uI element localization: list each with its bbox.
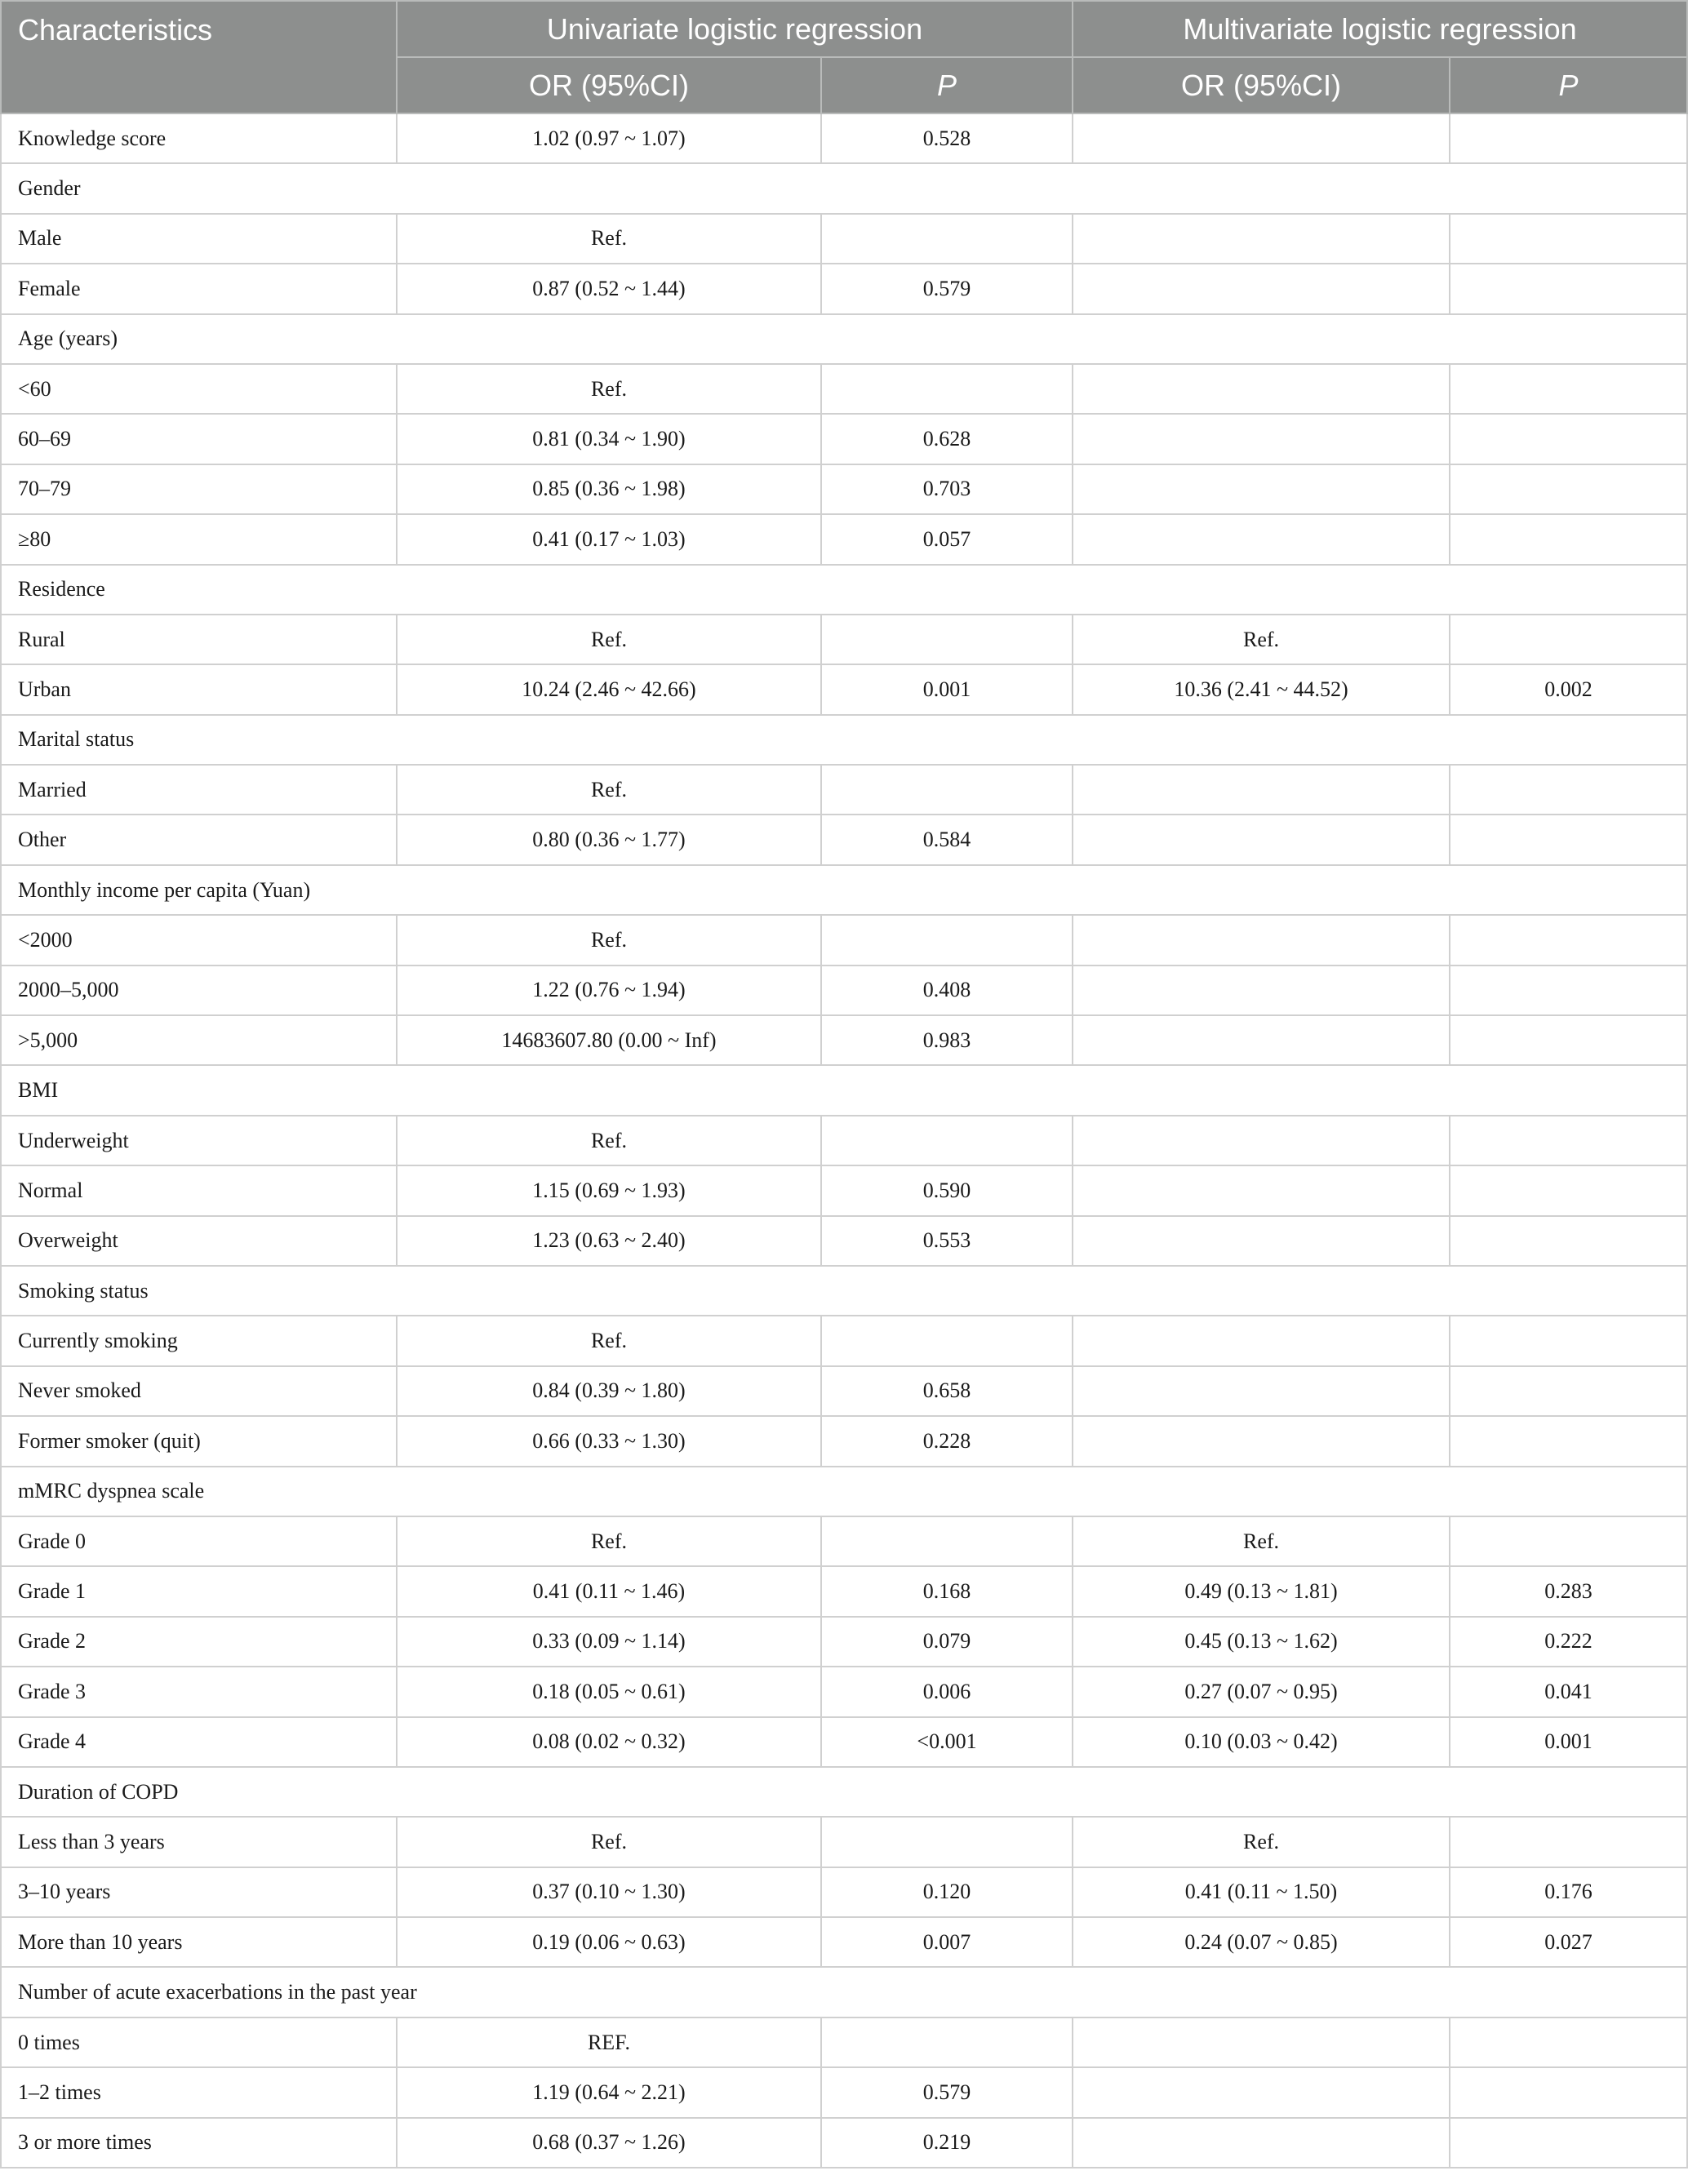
multivariate-p-cell (1450, 2118, 1687, 2168)
univariate-p-cell: 0.168 (821, 1566, 1073, 1616)
univariate-or-cell: 0.80 (0.36 ~ 1.77) (397, 815, 821, 864)
table-row (1, 1216, 1687, 1266)
multivariate-or-cell: 0.41 (0.11 ~ 1.50) (1073, 1867, 1450, 1917)
row-label: 2000–5,000 (1, 965, 397, 1015)
univariate-p-cell: 0.057 (821, 514, 1073, 564)
group-label: Monthly income per capita (Yuan) (1, 865, 1687, 915)
table-group-row (1, 865, 1687, 915)
multivariate-or-cell (1073, 414, 1450, 464)
multivariate-p-cell (1450, 264, 1687, 313)
univariate-p-cell: 0.553 (821, 1216, 1073, 1266)
col-header-multi-p: P (1450, 57, 1687, 113)
col-header-univariate: Univariate logistic regression (397, 1, 1073, 57)
multivariate-or-cell (1073, 1165, 1450, 1215)
univariate-or-cell: 1.19 (0.64 ~ 2.21) (397, 2067, 821, 2117)
group-label: Gender (1, 163, 1687, 213)
row-label: Married (1, 765, 397, 815)
multivariate-p-cell (1450, 1165, 1687, 1215)
univariate-or-cell: 0.41 (0.11 ~ 1.46) (397, 1566, 821, 1616)
group-label: Marital status (1, 715, 1687, 765)
multivariate-p-cell (1450, 1817, 1687, 1867)
table-row (1, 1366, 1687, 1416)
table-row (1, 364, 1687, 414)
univariate-p-cell: 0.579 (821, 264, 1073, 313)
univariate-or-cell: Ref. (397, 615, 821, 664)
univariate-p-cell (821, 915, 1073, 965)
table-row (1, 1416, 1687, 1466)
univariate-or-cell: Ref. (397, 1817, 821, 1867)
univariate-or-cell: 1.15 (0.69 ~ 1.93) (397, 1165, 821, 1215)
univariate-or-cell: 0.68 (0.37 ~ 1.26) (397, 2118, 821, 2168)
univariate-or-cell: 10.24 (2.46 ~ 42.66) (397, 664, 821, 714)
multivariate-p-cell (1450, 1216, 1687, 1266)
multivariate-p-cell (1450, 1316, 1687, 1365)
table-row (1, 214, 1687, 264)
table-header (1, 1, 1687, 113)
univariate-or-cell: 0.84 (0.39 ~ 1.80) (397, 1366, 821, 1416)
table-row (1, 414, 1687, 464)
multivariate-or-cell (1073, 364, 1450, 414)
multivariate-or-cell (1073, 464, 1450, 514)
univariate-p-cell (821, 1316, 1073, 1365)
table-row (1, 264, 1687, 313)
multivariate-or-cell: 10.36 (2.41 ~ 44.52) (1073, 664, 1450, 714)
multivariate-p-cell: 0.001 (1450, 1717, 1687, 1767)
group-label: Residence (1, 565, 1687, 615)
table-row (1, 915, 1687, 965)
univariate-or-cell: 0.85 (0.36 ~ 1.98) (397, 464, 821, 514)
univariate-p-cell: 0.579 (821, 2067, 1073, 2117)
table-group-row (1, 314, 1687, 364)
multivariate-p-cell: 0.176 (1450, 1867, 1687, 1917)
multivariate-or-cell: 0.27 (0.07 ~ 0.95) (1073, 1667, 1450, 1716)
univariate-or-cell: 0.41 (0.17 ~ 1.03) (397, 514, 821, 564)
multivariate-or-cell (1073, 514, 1450, 564)
table-row (1, 113, 1687, 163)
multivariate-p-cell: 0.002 (1450, 664, 1687, 714)
univariate-or-cell: Ref. (397, 1516, 821, 1566)
multivariate-or-cell: Ref. (1073, 615, 1450, 664)
univariate-p-cell (821, 364, 1073, 414)
table-row (1, 2118, 1687, 2168)
multivariate-or-cell (1073, 915, 1450, 965)
group-label: Smoking status (1, 1266, 1687, 1316)
row-label: Rural (1, 615, 397, 664)
multivariate-p-cell (1450, 965, 1687, 1015)
row-label: Normal (1, 1165, 397, 1215)
table-row (1, 1617, 1687, 1667)
multivariate-or-cell (1073, 1216, 1450, 1266)
row-label: Male (1, 214, 397, 264)
row-label: 3–10 years (1, 1867, 397, 1917)
multivariate-p-cell (1450, 815, 1687, 864)
row-label: 1–2 times (1, 2067, 397, 2117)
table-row (1, 1516, 1687, 1566)
univariate-p-cell (821, 1116, 1073, 1165)
univariate-p-cell (821, 765, 1073, 815)
univariate-or-cell: 0.19 (0.06 ~ 0.63) (397, 1917, 821, 1967)
row-label: Female (1, 264, 397, 313)
table-row (1, 1717, 1687, 1767)
multivariate-or-cell (1073, 1015, 1450, 1065)
table-group-row (1, 1266, 1687, 1316)
table-group-row (1, 565, 1687, 615)
col-header-characteristics: Characteristics (1, 1, 397, 113)
univariate-p-cell: 0.528 (821, 113, 1073, 163)
table-row (1, 1165, 1687, 1215)
univariate-or-cell: 0.33 (0.09 ~ 1.14) (397, 1617, 821, 1667)
row-label: Never smoked (1, 1366, 397, 1416)
univariate-or-cell: 0.08 (0.02 ~ 0.32) (397, 1717, 821, 1767)
multivariate-or-cell (1073, 214, 1450, 264)
row-label: Former smoker (quit) (1, 1416, 397, 1466)
row-label: 3 or more times (1, 2118, 397, 2168)
univariate-p-cell (821, 2018, 1073, 2067)
univariate-or-cell: 1.22 (0.76 ~ 1.94) (397, 965, 821, 1015)
univariate-or-cell: Ref. (397, 1116, 821, 1165)
univariate-or-cell: 0.18 (0.05 ~ 0.61) (397, 1667, 821, 1716)
univariate-p-cell: 0.228 (821, 1416, 1073, 1466)
row-label: Less than 3 years (1, 1817, 397, 1867)
multivariate-p-cell (1450, 514, 1687, 564)
multivariate-p-cell (1450, 1116, 1687, 1165)
table-row (1, 765, 1687, 815)
table-row (1, 2067, 1687, 2117)
multivariate-or-cell: Ref. (1073, 1817, 1450, 1867)
multivariate-p-cell (1450, 113, 1687, 163)
table-row (1, 1917, 1687, 1967)
multivariate-or-cell (1073, 815, 1450, 864)
table-row (1, 1667, 1687, 1716)
multivariate-or-cell: 0.45 (0.13 ~ 1.62) (1073, 1617, 1450, 1667)
row-label: More than 10 years (1, 1917, 397, 1967)
multivariate-or-cell (1073, 113, 1450, 163)
univariate-or-cell: Ref. (397, 1316, 821, 1365)
row-label: Grade 0 (1, 1516, 397, 1566)
col-header-multivariate: Multivariate logistic regression (1073, 1, 1687, 57)
table-row (1, 1015, 1687, 1065)
multivariate-p-cell (1450, 765, 1687, 815)
table-row (1, 664, 1687, 714)
row-label: Grade 1 (1, 1566, 397, 1616)
multivariate-or-cell (1073, 264, 1450, 313)
row-label: Underweight (1, 1116, 397, 1165)
multivariate-or-cell (1073, 1416, 1450, 1466)
row-label: ≥80 (1, 514, 397, 564)
table-row (1, 464, 1687, 514)
multivariate-or-cell: Ref. (1073, 1516, 1450, 1566)
univariate-p-cell: 0.006 (821, 1667, 1073, 1716)
table-row (1, 1316, 1687, 1365)
univariate-or-cell: Ref. (397, 765, 821, 815)
row-label: <60 (1, 364, 397, 414)
univariate-p-cell: 0.219 (821, 2118, 1073, 2168)
group-label: mMRC dyspnea scale (1, 1467, 1687, 1516)
univariate-p-cell (821, 214, 1073, 264)
row-label: Urban (1, 664, 397, 714)
group-label: BMI (1, 1065, 1687, 1115)
table-row (1, 1116, 1687, 1165)
row-label: Other (1, 815, 397, 864)
table-row (1, 815, 1687, 864)
univariate-p-cell: 0.584 (821, 815, 1073, 864)
univariate-or-cell: 1.02 (0.97 ~ 1.07) (397, 113, 821, 163)
group-label: Number of acute exacerbations in the past year (1, 1967, 1687, 2017)
univariate-p-cell: 0.703 (821, 464, 1073, 514)
row-label: Grade 2 (1, 1617, 397, 1667)
univariate-or-cell: Ref. (397, 364, 821, 414)
row-label: Currently smoking (1, 1316, 397, 1365)
univariate-or-cell: REF. (397, 2018, 821, 2067)
multivariate-or-cell: 0.24 (0.07 ~ 0.85) (1073, 1917, 1450, 1967)
row-label: Grade 3 (1, 1667, 397, 1716)
table-group-row (1, 1967, 1687, 2017)
table-group-row (1, 1467, 1687, 1516)
univariate-p-cell: 0.628 (821, 414, 1073, 464)
multivariate-or-cell (1073, 1316, 1450, 1365)
multivariate-or-cell (1073, 2067, 1450, 2117)
col-header-uni-or: OR (95%CI) (397, 57, 821, 113)
multivariate-p-cell (1450, 1416, 1687, 1466)
univariate-or-cell: Ref. (397, 915, 821, 965)
table-row (1, 1867, 1687, 1917)
univariate-p-cell: 0.408 (821, 965, 1073, 1015)
group-label: Duration of COPD (1, 1767, 1687, 1817)
univariate-or-cell: 0.87 (0.52 ~ 1.44) (397, 264, 821, 313)
univariate-p-cell: 0.983 (821, 1015, 1073, 1065)
table-row (1, 1817, 1687, 1867)
univariate-p-cell: 0.079 (821, 1617, 1073, 1667)
row-label: Grade 4 (1, 1717, 397, 1767)
group-label: Age (years) (1, 314, 1687, 364)
multivariate-p-cell (1450, 464, 1687, 514)
col-header-multi-or: OR (95%CI) (1073, 57, 1450, 113)
table-group-row (1, 1767, 1687, 1817)
multivariate-or-cell (1073, 965, 1450, 1015)
table-row (1, 514, 1687, 564)
multivariate-p-cell: 0.041 (1450, 1667, 1687, 1716)
univariate-p-cell: 0.590 (821, 1165, 1073, 1215)
table-group-row (1, 715, 1687, 765)
multivariate-or-cell (1073, 1366, 1450, 1416)
univariate-p-cell (821, 615, 1073, 664)
table-row (1, 615, 1687, 664)
multivariate-p-cell: 0.283 (1450, 1566, 1687, 1616)
univariate-or-cell: 0.37 (0.10 ~ 1.30) (397, 1867, 821, 1917)
multivariate-or-cell (1073, 2018, 1450, 2067)
multivariate-p-cell (1450, 2067, 1687, 2117)
multivariate-p-cell (1450, 915, 1687, 965)
table-row (1, 2018, 1687, 2067)
row-label: 70–79 (1, 464, 397, 514)
multivariate-p-cell (1450, 615, 1687, 664)
multivariate-p-cell (1450, 1366, 1687, 1416)
multivariate-p-cell (1450, 1015, 1687, 1065)
univariate-p-cell: 0.001 (821, 664, 1073, 714)
table-row (1, 1566, 1687, 1616)
header-row-groups (1, 1, 1687, 57)
univariate-or-cell: 0.66 (0.33 ~ 1.30) (397, 1416, 821, 1466)
multivariate-or-cell (1073, 2118, 1450, 2168)
table-group-row (1, 1065, 1687, 1115)
univariate-p-cell: <0.001 (821, 1717, 1073, 1767)
multivariate-p-cell: 0.222 (1450, 1617, 1687, 1667)
multivariate-p-cell (1450, 364, 1687, 414)
univariate-p-cell: 0.120 (821, 1867, 1073, 1917)
row-label: Knowledge score (1, 113, 397, 163)
multivariate-or-cell (1073, 765, 1450, 815)
univariate-or-cell: 14683607.80 (0.00 ~ Inf) (397, 1015, 821, 1065)
univariate-or-cell: 1.23 (0.63 ~ 2.40) (397, 1216, 821, 1266)
multivariate-p-cell: 0.027 (1450, 1917, 1687, 1967)
univariate-p-cell (821, 1516, 1073, 1566)
multivariate-p-cell (1450, 2018, 1687, 2067)
row-label: 0 times (1, 2018, 397, 2067)
multivariate-or-cell: 0.10 (0.03 ~ 0.42) (1073, 1717, 1450, 1767)
multivariate-or-cell (1073, 1116, 1450, 1165)
univariate-p-cell (821, 1817, 1073, 1867)
multivariate-p-cell (1450, 1516, 1687, 1566)
table-body (1, 113, 1687, 2168)
row-label: <2000 (1, 915, 397, 965)
row-label: Overweight (1, 1216, 397, 1266)
univariate-or-cell: Ref. (397, 214, 821, 264)
multivariate-or-cell: 0.49 (0.13 ~ 1.81) (1073, 1566, 1450, 1616)
table-group-row (1, 163, 1687, 213)
col-header-uni-p: P (821, 57, 1073, 113)
univariate-p-cell: 0.007 (821, 1917, 1073, 1967)
table-row (1, 965, 1687, 1015)
row-label: 60–69 (1, 414, 397, 464)
row-label: >5,000 (1, 1015, 397, 1065)
multivariate-p-cell (1450, 214, 1687, 264)
univariate-or-cell: 0.81 (0.34 ~ 1.90) (397, 414, 821, 464)
univariate-p-cell: 0.658 (821, 1366, 1073, 1416)
multivariate-p-cell (1450, 414, 1687, 464)
